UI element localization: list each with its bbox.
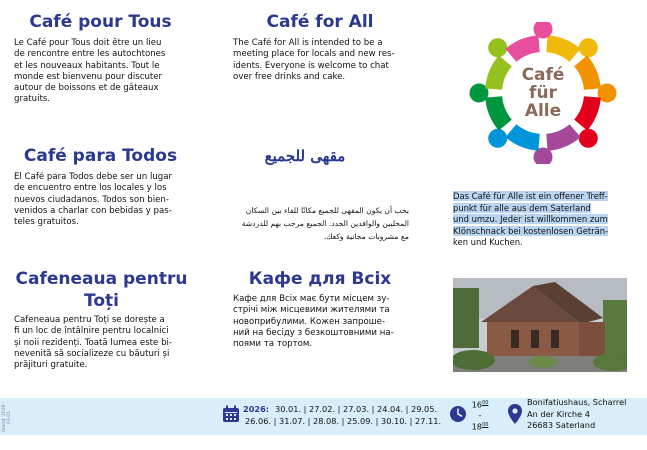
svg-text:Alle: Alle bbox=[524, 101, 562, 121]
clock-icon bbox=[449, 405, 467, 423]
cafe-fuer-alle-logo bbox=[462, 22, 624, 164]
title-ro: Cafeneaua pentru Toți bbox=[15, 269, 188, 311]
text-ro: Cafeneaua pentru Toți se dorește a fi un loc de întâlnire pentru localnici și noii rezidenți. Toată lumea este bi- nevenită să socializeze cu băuturi și prăjituri gratuite. bbox=[14, 315, 173, 371]
title-ar: مقهى للجميع bbox=[264, 147, 346, 165]
logo-person-head bbox=[579, 129, 598, 148]
opening-time: $16^{00}$ - $18^{00}$ bbox=[471, 399, 489, 432]
text-ar: يجب أن يكون المقهى للجميع مكانًا للقاء بين السكان المحليين والوافدين الجدد. الجميع مرحب بهم للدردشة مع مشروبات مجانية وكعك. bbox=[241, 206, 409, 241]
dates-line-2: 26.06. | 31.07. | 28.08. | 25.09. | 30.10. | 27.11. bbox=[245, 416, 442, 426]
title-en: Café for All bbox=[266, 12, 374, 32]
logo-person-head bbox=[488, 129, 507, 148]
text-en: The Café for All is intended to be a meeting place for locals and new res- idents. Everyone is welcome to chat over free drinks and cake. bbox=[233, 38, 395, 82]
title-uk: Кафе для Всіх bbox=[248, 269, 392, 289]
stand-date: Stand: 2026-01-01 bbox=[2, 402, 12, 432]
church-photo bbox=[453, 278, 627, 372]
text-fr: Le Café pour Tous doit être un lieu de rencontre entre les autochtones et les nouveaux habitants. Tout le monde est bienvenu pour discuter autour de boissons et de gâteaux gratuits. bbox=[14, 38, 166, 105]
dates-line-1: 30.01. | 27.02. | 27.03. | 24.04. | 29.05. bbox=[275, 404, 438, 414]
text-es: El Café para Todos debe ser un lugar de encuentro entre los locales y los nuevos ciudadanos. Todos son bien- venidos a charlar con bebidas y pas- teles gratuitos. bbox=[14, 172, 173, 228]
title-es: Café para Todos bbox=[23, 146, 178, 166]
text-uk: Кафе для Всіх має бути місцем зу- стрічі між місцевими жителями та новоприбулими. Кожен запроше- ний на бесіду з безкоштовними на- поями та тортом. bbox=[233, 294, 394, 350]
calendar-icon bbox=[222, 405, 240, 423]
svg-text:Café: Café bbox=[521, 65, 565, 85]
logo-person-head bbox=[488, 38, 507, 57]
text-de: Das Café für Alle ist ein offener Treff- punkt für alle aus dem Saterland und umzu. Jeder ist willkommen zum Klönschnack bei kostenlosen Geträn- ken und Kuchen. bbox=[453, 191, 609, 248]
title-fr: Café pour Tous bbox=[29, 12, 172, 32]
svg-text:für: für bbox=[529, 83, 557, 103]
dates-year-label: 2026: bbox=[243, 404, 270, 414]
logo-person-head bbox=[579, 38, 598, 57]
address: Bonifatiushaus, Scharrel An der Kirche 4 26683 Saterland bbox=[527, 397, 627, 430]
location-pin-icon bbox=[508, 404, 522, 424]
